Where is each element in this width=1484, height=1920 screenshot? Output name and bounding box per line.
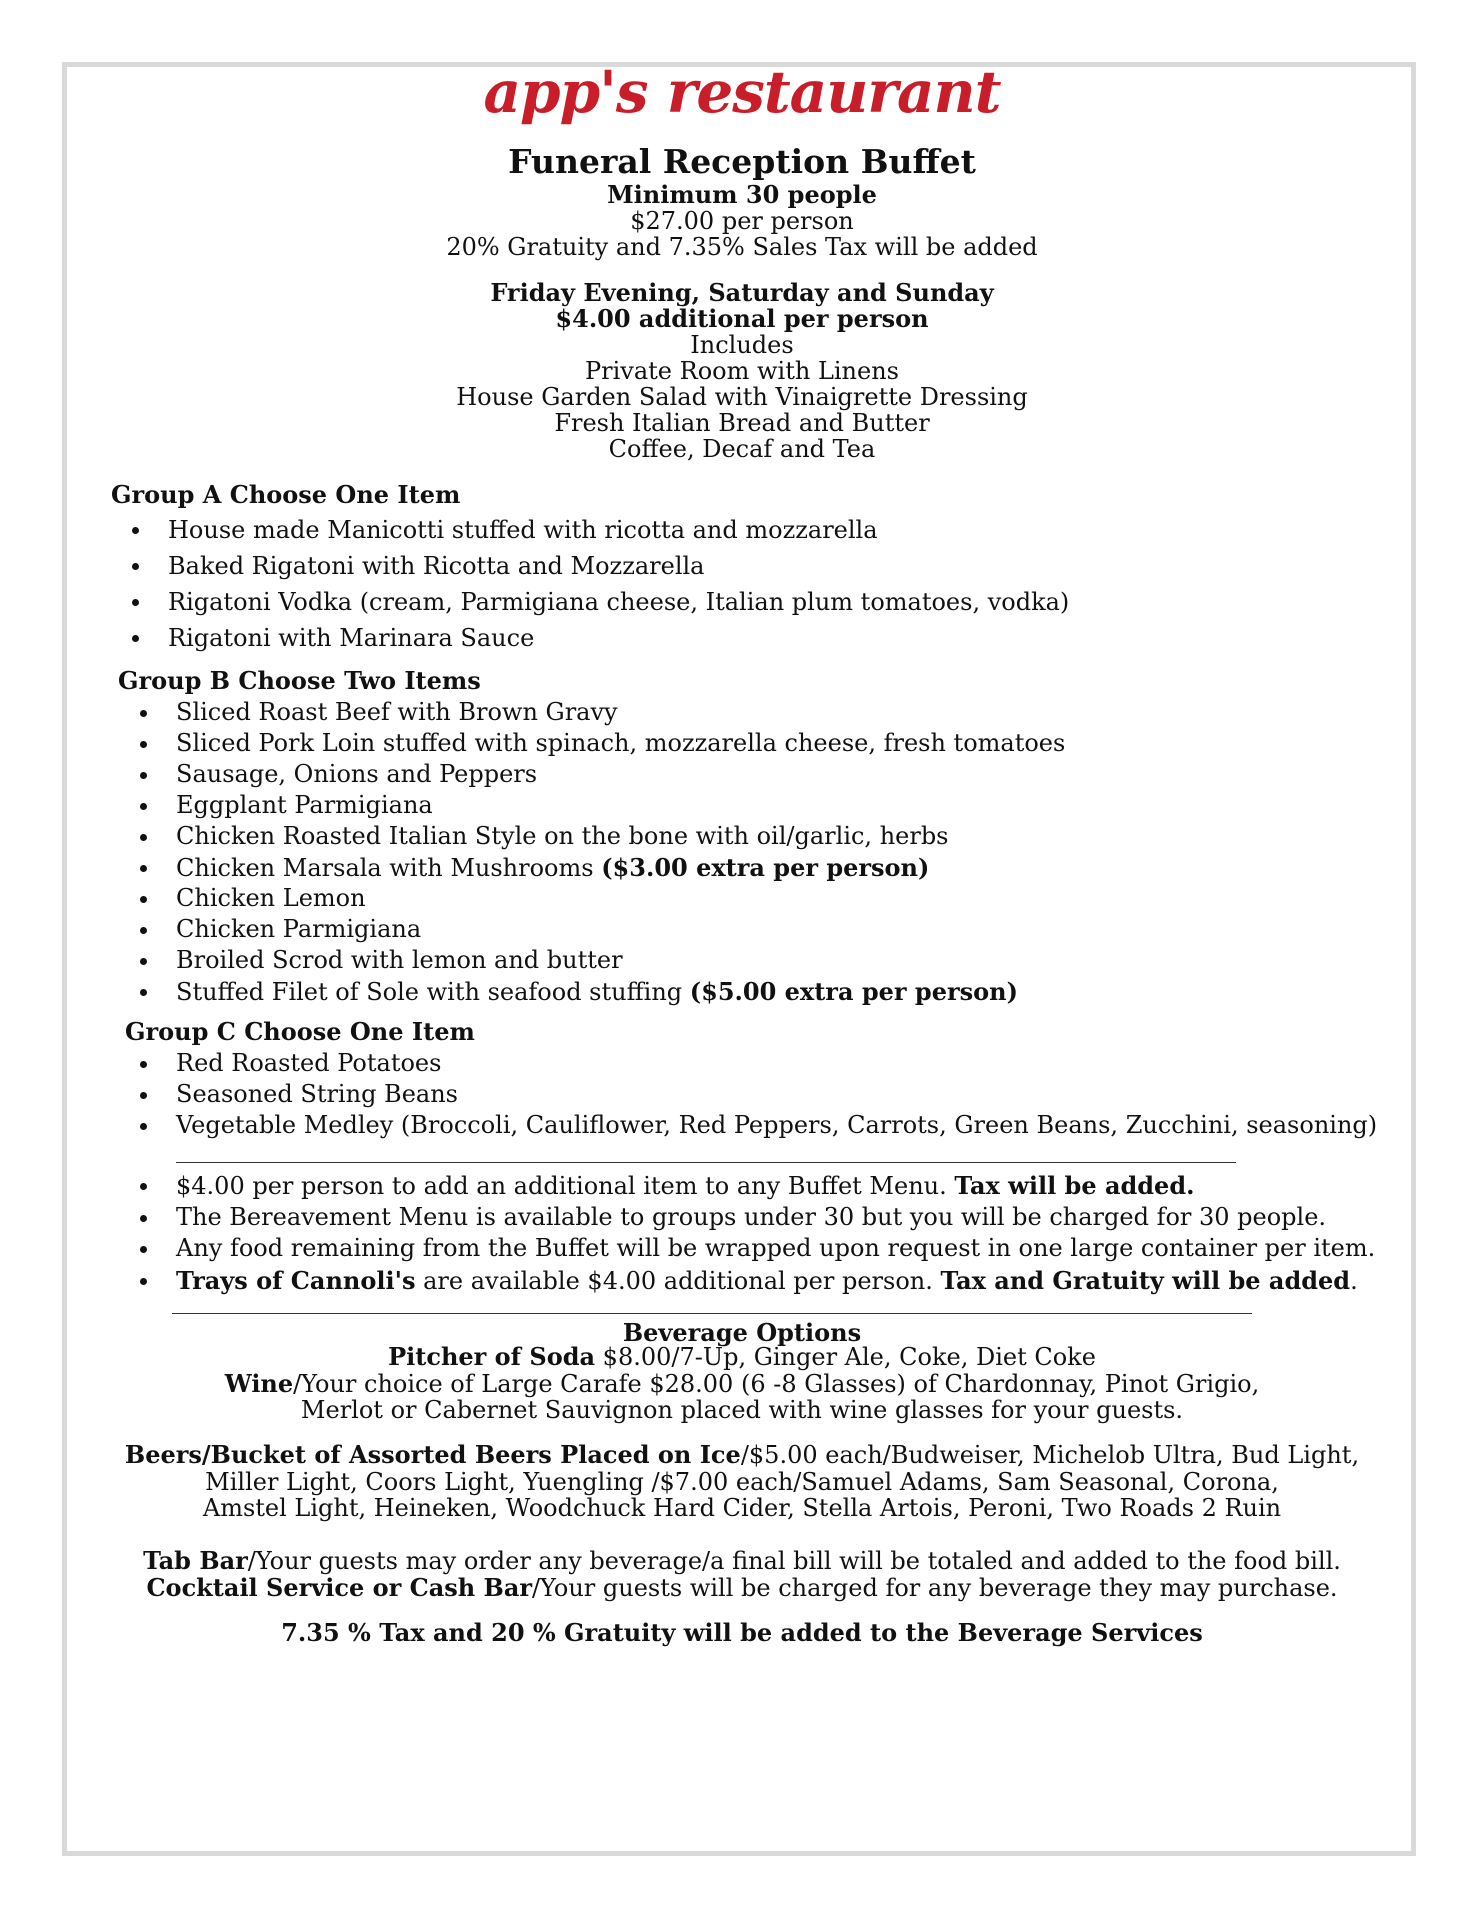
- note-emphasis: Tax and Gratuity will be added: [940, 1265, 1351, 1295]
- cocktail-text: /Your guests will be charged for any beverage they may purchase.: [532, 1574, 1338, 1602]
- includes-label: Includes: [690, 331, 794, 359]
- list-item: [176, 1170, 1416, 1202]
- wine-line: [0, 1371, 1484, 1397]
- soda-line: [0, 1344, 1484, 1370]
- price-per-person: $27.00 per person: [630, 207, 854, 235]
- beer-line: [0, 1442, 1484, 1468]
- extra-charge: ($5.00 extra per person): [689, 977, 1018, 1006]
- list-item: The Bereavement Menu is available to groups under 30 but you will be charged for 30 people.: [176, 1202, 1416, 1234]
- group-c-list: [176, 1048, 1376, 1141]
- beer-line-2: Miller Light, Coors Light, Yuengling /$7.00 each/Samuel Adams, Sam Seasonal, Corona,: [205, 1468, 1279, 1496]
- list-item: House made Manicotti stuffed with ricotta and mozzarella: [168, 512, 1368, 548]
- item-text: Chicken Marsala with Mushrooms: [176, 854, 602, 882]
- tax-gratuity-note: 20% Gratuity and 7.35% Sales Tax will be added: [446, 233, 1038, 261]
- list-item: Chicken Roasted Italian Style on the bone with oil/garlic, herbs: [176, 821, 1376, 852]
- wine-label: Wine: [224, 1369, 294, 1398]
- beverage-heading: Beverage Options: [622, 1318, 862, 1347]
- wine-line-2: Merlot or Cabernet Sauvignon placed with wine glasses for your guests.: [300, 1396, 1184, 1424]
- list-item: Baked Rigatoni with Ricotta and Mozzarella: [168, 548, 1368, 584]
- beer-text: /$5.00 each/Budweiser, Michelob Ultra, Bud Light,: [740, 1441, 1360, 1469]
- list-item: Vegetable Medley (Broccoli, Cauliflower, Red Peppers, Carrots, Green Beans, Zucchini, seasoning): [176, 1111, 1378, 1139]
- weekend-heading: Friday Evening, Saturday and Sunday: [490, 278, 994, 307]
- item-text: Stuffed Filet of Sole with seafood stuffing: [176, 978, 690, 1006]
- page-title: Funeral Reception Buffet: [508, 142, 976, 181]
- includes-item: Fresh Italian Bread and Butter: [554, 409, 930, 437]
- wine-text: /Your choice of Large Carafe $28.00 (6 -8 Glasses) of Chardonnay, Pinot Grigio,: [293, 1370, 1260, 1398]
- beverage-tax-note: 7.35 % Tax and 20 % Gratuity will be added to the Beverage Services: [281, 1618, 1203, 1647]
- list-item: [176, 976, 1376, 1007]
- includes-item: Coffee, Decaf and Tea: [608, 435, 876, 463]
- list-item: Chicken Parmigiana: [176, 914, 1376, 945]
- note-emphasis: Tax will be added.: [954, 1171, 1195, 1200]
- group-c-heading: Group C Choose One Item: [125, 1017, 475, 1046]
- group-a-list: [168, 512, 1368, 656]
- list-item: Broiled Scrod with lemon and butter: [176, 945, 1376, 976]
- restaurant-logo: app's restaurant: [483, 58, 1001, 126]
- minimum-guests: Minimum 30 people: [607, 180, 877, 209]
- note-emphasis: Trays of Cannoli's: [176, 1265, 416, 1295]
- list-item: Rigatoni Vodka (cream, Parmigiana cheese, Italian plum tomatoes, vodka): [168, 584, 1368, 620]
- divider: [172, 1313, 1252, 1314]
- group-b-list: [176, 697, 1376, 1007]
- divider: [176, 1162, 1236, 1163]
- soda-label: Pitcher of Soda: [388, 1342, 596, 1371]
- cocktail-label: Cocktail Service or Cash Bar: [146, 1573, 533, 1602]
- list-item: Sliced Pork Loin stuffed with spinach, mozzarella cheese, fresh tomatoes: [176, 728, 1376, 759]
- includes-item: Private Room with Linens: [585, 357, 899, 385]
- list-item: Eggplant Parmigiana: [176, 790, 1376, 821]
- group-a-heading: Group A Choose One Item: [111, 480, 461, 509]
- list-item: Chicken Lemon: [176, 883, 1376, 914]
- list-item: [176, 1265, 1416, 1297]
- list-item: Red Roasted Potatoes: [176, 1048, 1376, 1079]
- notes-list: [176, 1170, 1416, 1296]
- list-item: Rigatoni with Marinara Sauce: [168, 620, 1368, 656]
- cocktail-line: [0, 1575, 1484, 1601]
- list-item: Sliced Roast Beef with Brown Gravy: [176, 697, 1376, 728]
- list-item: Seasoned String Beans: [176, 1079, 1376, 1110]
- weekend-price: $4.00 additional per person: [555, 304, 929, 333]
- note-text: $4.00 per person to add an additional item to any Buffet Menu.: [176, 1172, 955, 1200]
- beer-label: Beers/Bucket of Assorted Beers Placed on Ice: [124, 1440, 741, 1469]
- list-item: [176, 852, 1376, 883]
- beer-line-3: Amstel Light, Heineken, Woodchuck Hard Cider, Stella Artois, Peroni, Two Roads 2 Ruin: [202, 1494, 1282, 1522]
- list-item: Any food remaining from the Buffet will be wrapped upon request in one large container per item.: [176, 1233, 1416, 1265]
- list-item: Sausage, Onions and Peppers: [176, 759, 1376, 790]
- tab-bar-text: /Your guests may order any beverage/a final bill will be totaled and added to the food bill.: [247, 1547, 1341, 1575]
- tab-bar-line: [0, 1548, 1484, 1574]
- includes-item: House Garden Salad with Vinaigrette Dressing: [456, 383, 1028, 411]
- note-text: .: [1350, 1266, 1358, 1295]
- note-text: are available $4.00 additional per person.: [415, 1266, 941, 1295]
- group-b-heading: Group B Choose Two Items: [118, 666, 481, 695]
- extra-charge: ($3.00 extra per person): [601, 853, 930, 882]
- soda-text: $8.00/7-Up, Ginger Ale, Coke, Diet Coke: [595, 1343, 1096, 1371]
- tab-bar-label: Tab Bar: [143, 1546, 248, 1575]
